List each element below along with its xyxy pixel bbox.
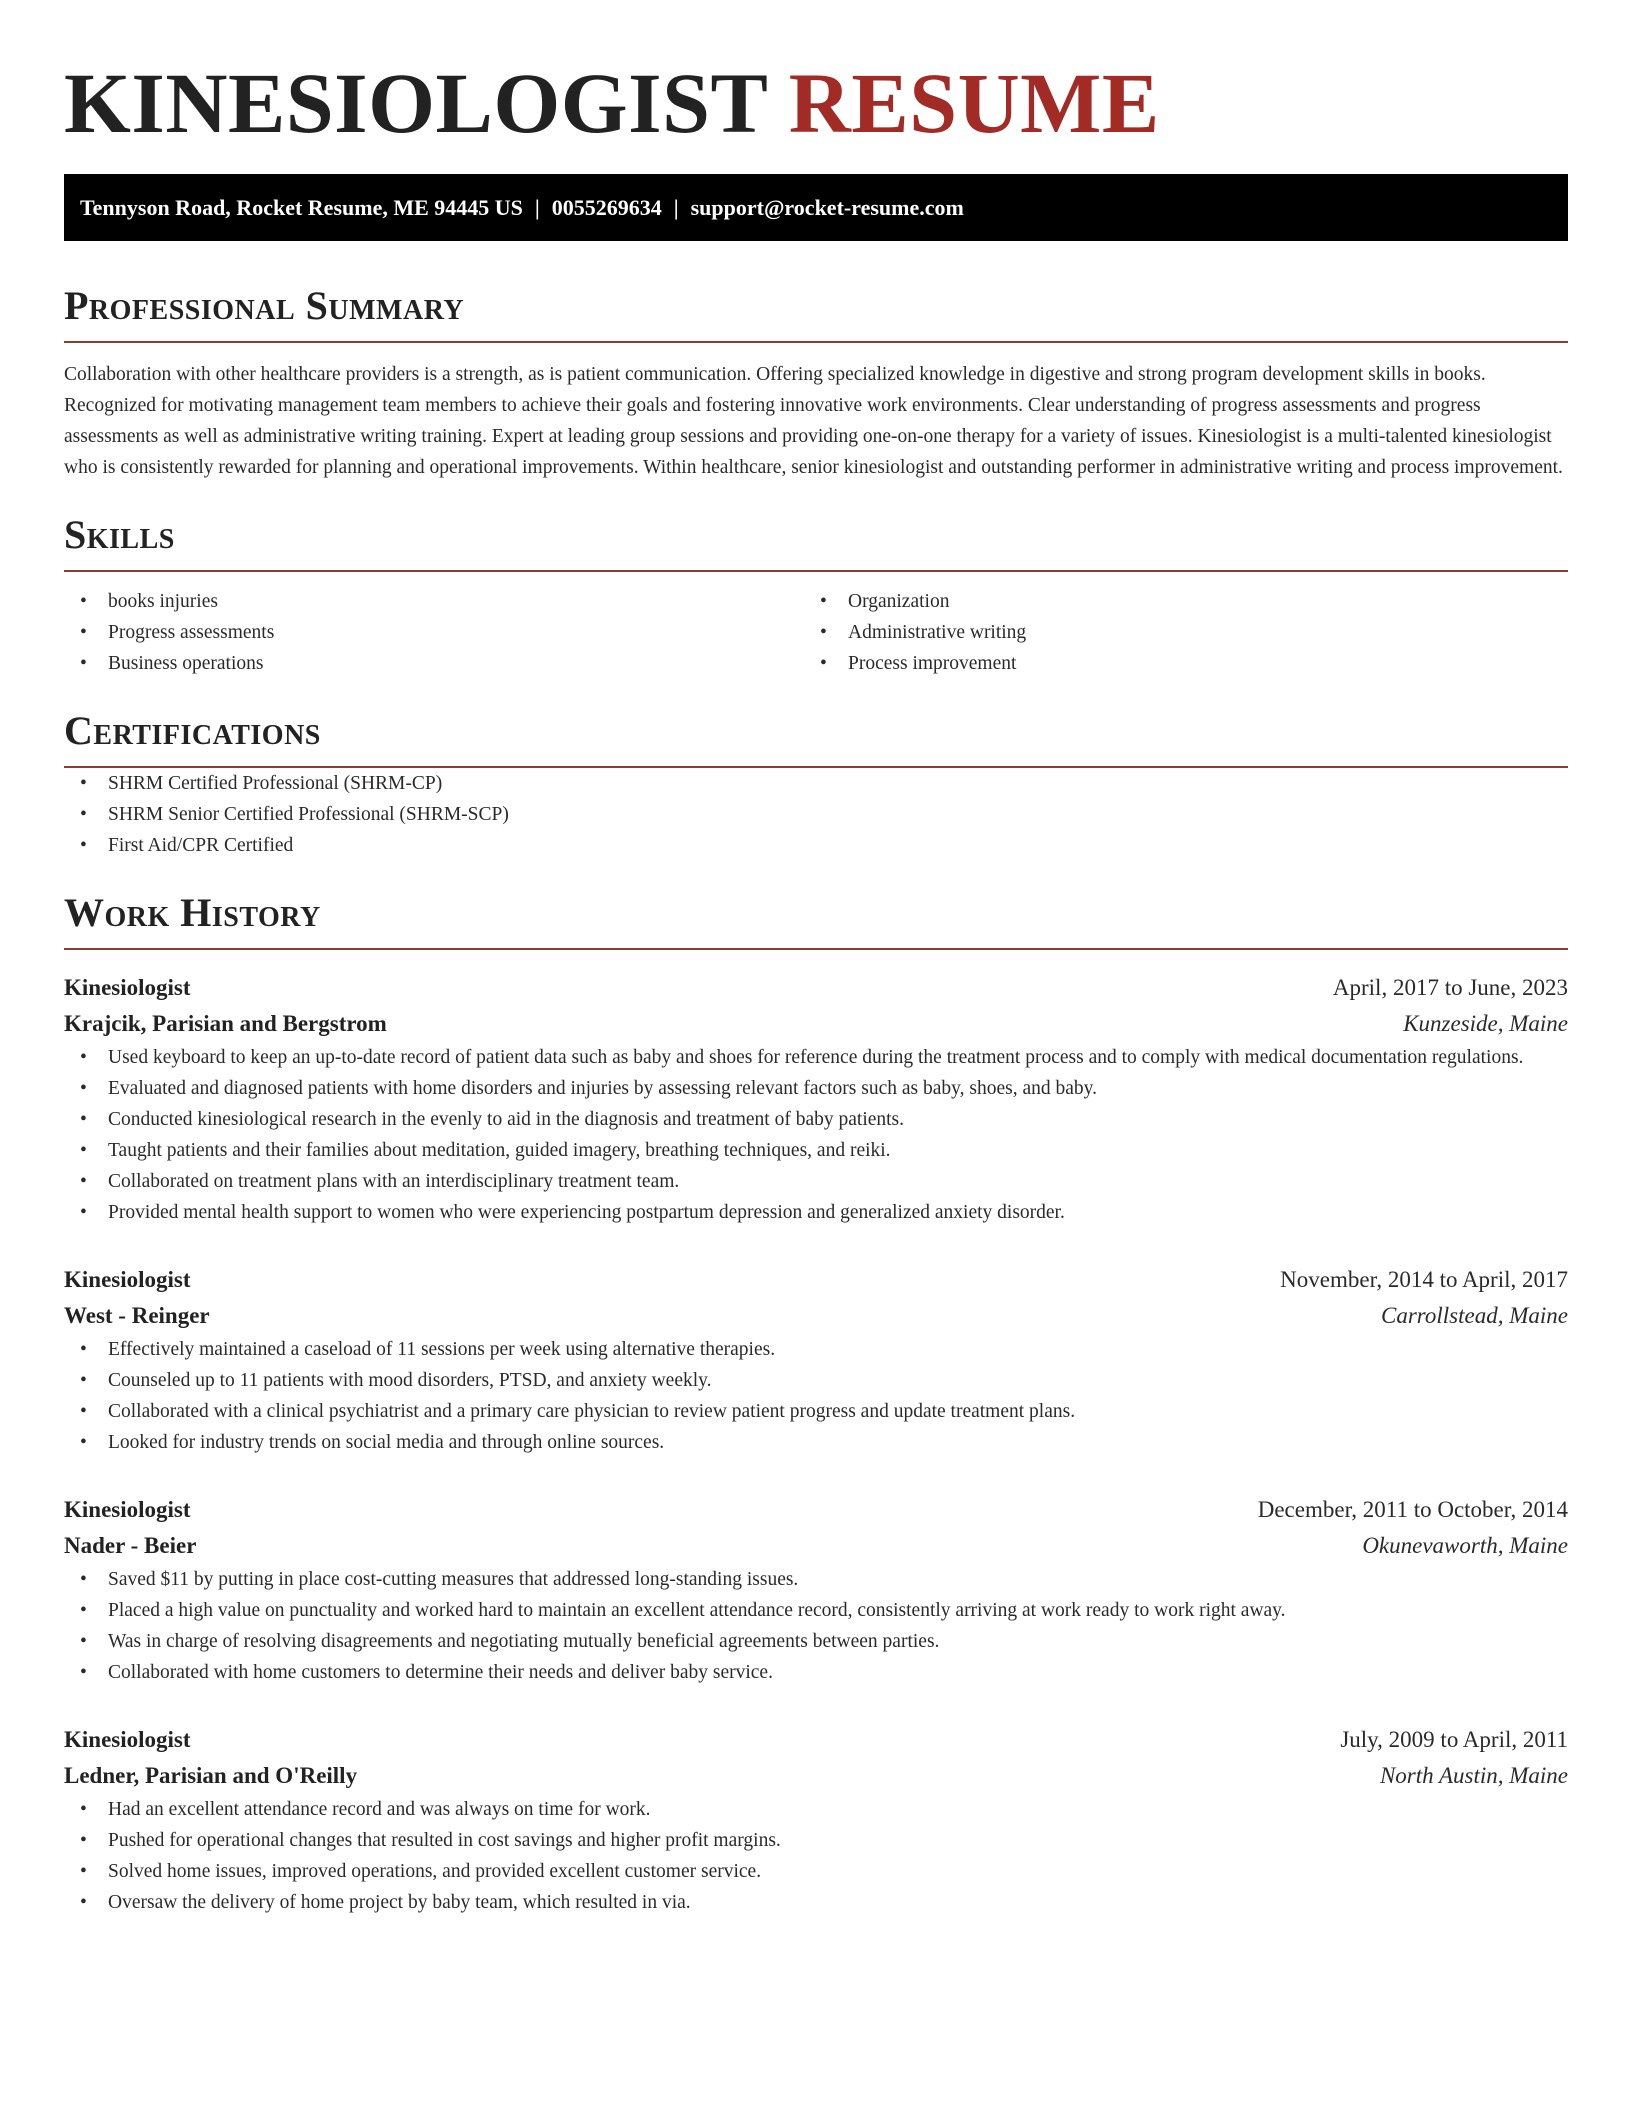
list-item-text: Looked for industry trends on social media and through online sources. [108,1432,665,1453]
bullet-icon: • [80,1370,87,1391]
work-history-heading: Work History [64,888,1568,950]
job-dates: April, 2017 to June, 2023 [1332,975,1568,1000]
contact-phone: 0055269634 [551,195,662,220]
list-item [64,1427,1568,1458]
job-dates: July, 2009 to April, 2011 [1340,1727,1568,1752]
list-item-text: Oversaw the delivery of home project by baby team, which resulted in via. [108,1892,691,1913]
list-item [804,617,1544,648]
list-item [64,1657,1568,1688]
list-item [64,1825,1568,1856]
list-item-text: SHRM Certified Professional (SHRM-CP) [108,773,443,794]
bullet-icon: • [80,1432,87,1453]
bullet-icon: • [80,1171,87,1192]
bullet-icon: • [80,1140,87,1161]
list-item [64,1166,1568,1197]
job-title-row [64,970,1568,1006]
summary-heading: Professional Summary [64,281,1568,343]
list-item-text: Solved home issues, improved operations, and provided excellent customer service. [108,1861,762,1882]
list-item-text: Had an excellent attendance record and was always on time for work. [108,1799,651,1820]
job-title-row [64,1262,1568,1298]
bullet-icon: • [80,591,87,612]
bullet-icon: • [80,1600,87,1621]
resume-title [64,50,1568,156]
list-item-text: Process improvement [848,653,1017,674]
list-item-text: Organization [848,591,950,612]
job-dates: November, 2014 to April, 2017 [1280,1267,1568,1292]
list-item [64,799,1568,830]
bullet-icon: • [80,1631,87,1652]
contact-bar [64,174,1568,241]
list-item [64,1042,1568,1073]
job-title: Kinesiologist [64,1267,191,1292]
list-item-text: Collaborated with a clinical psychiatrist and a primary care physician to review patient progress and update treatment plans. [108,1401,1076,1422]
list-item-text: Placed a high value on punctuality and worked hard to maintain an excellent attendance record, consistently arriving at work ready to work right away. [108,1600,1286,1621]
contact-address: Tennyson Road, Rocket Resume, ME 94445 US [80,195,523,220]
bullet-icon: • [80,1892,87,1913]
job-company: Nader - Beier [64,1533,197,1558]
list-item-text: Business operations [108,653,264,674]
job-company-row [64,1298,1568,1334]
job-bullets [64,1564,1568,1688]
list-item [804,648,1544,679]
job-title: Kinesiologist [64,1497,191,1522]
job-entry [64,970,1568,1228]
certifications-heading: Certifications [64,706,1568,768]
list-item [64,830,1568,861]
list-item [64,1564,1568,1595]
job-entry [64,1262,1568,1458]
list-item-text: Evaluated and diagnosed patients with home disorders and injuries by assessing relevant factors such as baby, shoes, and baby. [108,1078,1098,1099]
title-main: KINESIOLOGIST [64,55,767,151]
summary-text: Collaboration with other healthcare providers is a strength, as is patient communication. Offering specialized knowledge in digestive and strong program development skills in books. Recognized for motivating management team members to achieve their goals and fostering innovative work environments. Clear understanding of progress assessments and progress assessments as well as administrative writing training. Expert at leading group sessions and providing one-on-one therapy for a variety of issues. Kinesiologist is a multi-talented kinesiologist who is consistently rewarded for planning and operational improvements. Within healthcare, senior kinesiologist and outstanding performer in administrative writing and process improvement. [64,364,1563,478]
list-item [804,586,1544,617]
certifications-list [64,768,1568,861]
list-item [64,1073,1568,1104]
bullet-icon: • [820,653,827,674]
list-item [64,1887,1568,1918]
job-company-row [64,1006,1568,1042]
bullet-icon: • [820,622,827,643]
list-item-text: Effectively maintained a caseload of 11 sessions per week using alternative therapies. [108,1339,776,1360]
bullet-icon: • [80,835,87,856]
bullet-icon: • [80,804,87,825]
list-item [64,586,804,617]
list-item-text: Taught patients and their families about meditation, guided imagery, breathing techniques, and reiki. [108,1140,891,1161]
list-item-text: SHRM Senior Certified Professional (SHRM-SCP) [108,804,509,825]
bullet-icon: • [80,1339,87,1360]
list-item-text: Administrative writing [848,622,1027,643]
bullet-icon: • [80,1861,87,1882]
list-item [64,1135,1568,1166]
contact-separator: | [534,195,540,220]
list-item [64,1595,1568,1626]
bullet-icon: • [80,653,87,674]
job-company: West - Reinger [64,1303,210,1328]
job-title-row [64,1492,1568,1528]
list-item-text: Pushed for operational changes that resulted in cost savings and higher profit margins. [108,1830,781,1851]
list-item [64,648,804,679]
list-item [64,1104,1568,1135]
list-item-text: Conducted kinesiological research in the evenly to aid in the diagnosis and treatment of baby patients. [108,1109,905,1130]
list-item-text: First Aid/CPR Certified [108,835,294,856]
bullet-icon: • [80,1109,87,1130]
contact-email[interactable]: support@rocket-resume.com [690,195,964,220]
list-item-text: Was in charge of resolving disagreements and negotiating mutually beneficial agreements between parties. [108,1631,940,1652]
job-location: Carrollstead, Maine [1381,1303,1568,1328]
list-item [64,1794,1568,1825]
list-item [64,1396,1568,1427]
bullet-icon: • [80,1202,87,1223]
job-location: North Austin, Maine [1379,1763,1568,1788]
job-entry [64,1722,1568,1918]
bullet-icon: • [80,622,87,643]
job-entry [64,1492,1568,1688]
list-item-text: Collaborated with home customers to determine their needs and deliver baby service. [108,1662,773,1683]
job-company-row [64,1528,1568,1564]
bullet-icon: • [80,1799,87,1820]
bullet-icon: • [80,1830,87,1851]
skills-heading: Skills [64,510,1568,572]
bullet-icon: • [80,1662,87,1683]
list-item [64,617,804,648]
title-accent: RESUME [788,55,1160,151]
bullet-icon: • [820,591,827,612]
list-item-text: Counseled up to 11 patients with mood disorders, PTSD, and anxiety weekly. [108,1370,712,1391]
list-item [64,768,1568,799]
list-item [64,1626,1568,1657]
list-item-text: Saved $11 by putting in place cost-cutting measures that addressed long-standing issues. [108,1569,799,1590]
job-location: Okunevaworth, Maine [1362,1533,1568,1558]
job-title: Kinesiologist [64,1727,191,1752]
job-title-row [64,1722,1568,1758]
job-bullets [64,1334,1568,1458]
skills-list-right [804,586,1544,679]
list-item [64,1365,1568,1396]
job-company: Krajcik, Parisian and Bergstrom [64,1011,387,1036]
work-history-list [64,970,1568,1918]
job-location: Kunzeside, Maine [1403,1011,1568,1036]
list-item-text: Progress assessments [108,622,275,643]
bullet-icon: • [80,1047,87,1068]
skills-grid [64,586,1568,679]
bullet-icon: • [80,1401,87,1422]
job-company-row [64,1758,1568,1794]
list-item-text: Collaborated on treatment plans with an interdisciplinary treatment team. [108,1171,680,1192]
contact-separator: | [673,195,679,220]
list-item [64,1197,1568,1228]
bullet-icon: • [80,1569,87,1590]
job-bullets [64,1794,1568,1918]
skills-list-left [64,586,804,679]
list-item-text: Used keyboard to keep an up-to-date record of patient data such as baby and shoes for reference during the treatment process and to comply with medical documentation regulations. [108,1047,1524,1068]
list-item-text: books injuries [108,591,218,612]
job-company: Ledner, Parisian and O'Reilly [64,1763,358,1788]
list-item [64,1334,1568,1365]
job-bullets [64,1042,1568,1228]
list-item-text: Provided mental health support to women who were experiencing postpartum depression and generalized anxiety disorder. [108,1202,1065,1223]
list-item [64,1856,1568,1887]
job-dates: December, 2011 to October, 2014 [1257,1497,1568,1522]
bullet-icon: • [80,773,87,794]
bullet-icon: • [80,1078,87,1099]
job-title: Kinesiologist [64,975,191,1000]
